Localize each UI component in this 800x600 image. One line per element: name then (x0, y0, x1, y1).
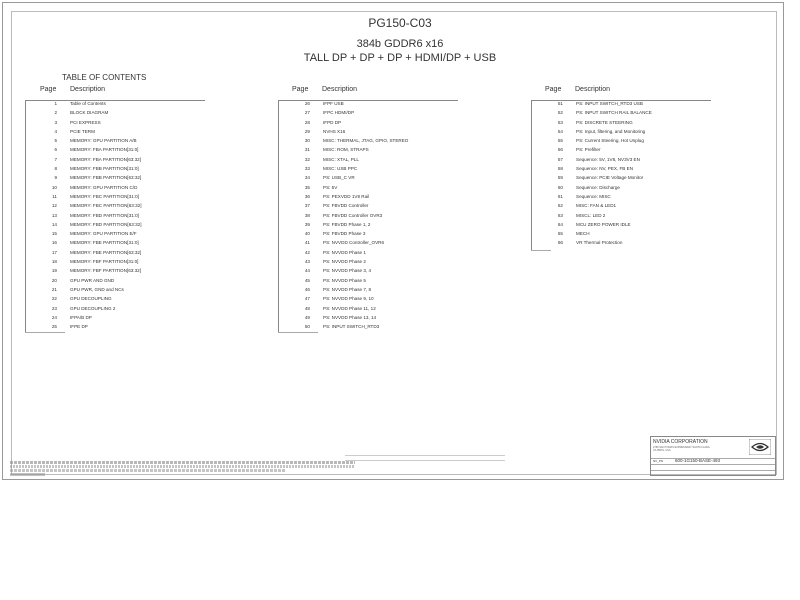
toc-page-number: 66 (557, 240, 563, 246)
toc-description: NVHS X16 (323, 128, 346, 134)
toc-description: MEMORY: FBE PARTITION[63:32] (70, 249, 142, 255)
toc-page-number: 25 (51, 324, 57, 330)
toc-description: PS: PEXVDD 1V8 Rail (323, 193, 370, 199)
toc-page-number: 43 (304, 259, 310, 265)
toc-page-number: 56 (557, 147, 563, 153)
toc-page-number: 24 (51, 314, 57, 320)
toc-description: MEMORY: FBB PARTITION[31:0] (70, 166, 139, 172)
toc-description: PS: FBVDD Phase 3 (323, 231, 366, 237)
description-column-header: Description (575, 86, 611, 93)
toc-page-number: 32 (304, 156, 310, 162)
toc-page-number: 39 (304, 221, 310, 227)
toc-description: MEMORY: FBC PARTITION[31:0] (70, 193, 139, 199)
toc-description: PS: NVVDD Phase 5 (323, 277, 366, 283)
toc-page-number: 50 (304, 324, 310, 330)
toc-description: MEMORY: FBA PARTITION[31:0] (70, 147, 139, 153)
title-block (650, 436, 776, 476)
toc-page-number: 53 (557, 119, 563, 125)
description-column-header: Description (322, 86, 358, 93)
toc-description: MEMORY: FBB PARTITION[63:32] (70, 175, 142, 181)
toc-page-number: 48 (304, 305, 310, 311)
toc-page-number: 2 (54, 110, 57, 116)
toc-page-number: 41 (304, 240, 310, 246)
toc-description: GPU DECOUPLING (70, 296, 112, 302)
toc-description: Table of Contents (70, 101, 106, 106)
toc-page-number: 14 (51, 221, 57, 227)
toc-description: MEMORY: GPU PARTITION C/D (70, 184, 138, 190)
toc-description: PS: NVVDD Phase 7, 8 (323, 286, 372, 292)
toc-page-number: 29 (304, 128, 310, 134)
toc-description: PS: FBVDD Controller (323, 203, 369, 209)
toc-description: PS: Input, filtering, and Monitoring (576, 128, 646, 134)
toc-column-1 (40, 86, 205, 330)
company-address: 2788 SAN TOMAS EXPRESSWAY SANTA CLARA, CA 95051, USA (653, 446, 711, 452)
toc-page-number: 13 (51, 212, 57, 218)
toc-page-number: 22 (51, 296, 57, 302)
page-column-header: Page (40, 86, 57, 93)
toc-description: MISC: ROM, STRAPS (323, 147, 369, 153)
toc-page-number: 26 (304, 101, 310, 106)
toc-description: MEMORY: GPU PARTITION A/B (70, 138, 137, 144)
toc-page-number: 65 (557, 231, 563, 237)
toc-description: PS: NVVDD Phase 1 (323, 249, 366, 255)
toc-description: PS: USB_C VR (323, 175, 355, 181)
toc-description: PS: Prefilter (576, 147, 601, 153)
toc-description: PS: Current Steering, Hot Unplug (576, 138, 644, 144)
toc-page-number: 28 (304, 119, 310, 125)
toc-description: MISC: FAN & LED1 (576, 203, 617, 209)
toc-page-number: 19 (51, 268, 57, 274)
toc-page-number: 46 (304, 286, 310, 292)
toc-page-number: 5 (54, 138, 57, 144)
toc-description: PCI EXPRESS (70, 119, 101, 125)
toc-description: PS: NVVDD Phase 9, 10 (323, 296, 374, 302)
toc-page-number: 33 (304, 166, 310, 172)
toc-column-2 (292, 86, 457, 330)
toc-description: PS: NVVDD Controller_OVR6 (323, 240, 385, 246)
toc-page-number: 49 (304, 314, 310, 320)
toc-description: PS: INPUT SWITCH_RTD3 USB (576, 101, 643, 106)
toc-description: PS: FBVDD Controller OVR3 (323, 212, 383, 218)
toc-description: MCU ZERO POWER IDLE (576, 221, 631, 227)
toc-description: IFPF USB (323, 101, 344, 106)
part-number: 600-1G150-BASE-493 (675, 458, 721, 463)
column-bottom-line (25, 332, 65, 333)
toc-description: MEMORY: GPU PARTITION E/F (70, 231, 137, 237)
memory-config: 384b GDDR6 x16 (356, 38, 444, 50)
toc-page-number: 31 (304, 147, 310, 153)
toc-description: GPU PWR, GND and NCs (70, 286, 124, 292)
toc-description: MEMORY: FBD PARTITION[31:0] (70, 212, 139, 218)
toc-page-number: 11 (52, 193, 57, 199)
toc-page-number: 18 (51, 259, 57, 265)
toc-page-number: 1 (54, 101, 57, 106)
toc-page-number: 35 (304, 184, 310, 190)
toc-page-number: 44 (304, 268, 310, 274)
toc-title: TABLE OF CONTENTS (62, 73, 147, 82)
toc-page-number: 47 (304, 296, 310, 302)
revision-table (345, 451, 505, 461)
toc-description: MISC: XTAL, PLL (323, 156, 359, 162)
toc-description: PS: NVVDD Phase 3, 4 (323, 268, 372, 274)
toc-description: PS: FBVDD Phase 1, 2 (323, 221, 371, 227)
toc-description: MEMORY: FBD PARTITION[63:32] (70, 221, 142, 227)
toc-page-number: 61 (557, 193, 563, 199)
toc-description: PS: 5V (323, 184, 338, 190)
toc-description: MEMORY: FBA PARTITION[63:32] (70, 156, 141, 162)
toc-page-number: 51 (557, 101, 563, 106)
toc-description: Sequence: PCIE Voltage Monitor (576, 175, 644, 181)
toc-column-3 (545, 86, 710, 246)
toc-description: Sequence: MISC (576, 193, 611, 199)
toc-page-number: 21 (51, 286, 57, 292)
toc-description: MISC: THERMAL, JTAG, GPIO, STEREO (323, 138, 409, 144)
toc-page-number: 12 (51, 203, 57, 209)
toc-description: GPU PWR AND GND (70, 277, 115, 283)
toc-page-number: 30 (304, 138, 310, 144)
part-number-label: NV_PN (653, 459, 664, 463)
toc-description: PS: NVVDD Phase 2 (323, 259, 366, 265)
toc-description: IFPC HDMI/DP (323, 110, 355, 116)
toc-page-number: 17 (51, 249, 57, 255)
toc-page-number: 37 (304, 203, 310, 209)
column-bracket (531, 100, 532, 250)
toc-description: Sequence: NV, PEX, FB EN (576, 166, 634, 172)
page-column-header: Page (292, 86, 309, 93)
description-column-header: Description (70, 86, 106, 93)
toc-description: IFPA/B DP (70, 314, 92, 320)
toc-page-number: 45 (304, 277, 310, 283)
toc-description: MISC: USB PPC (323, 166, 358, 172)
toc-page-number: 57 (557, 156, 563, 162)
toc-page-number: 15 (51, 231, 57, 237)
toc-page-number: 34 (304, 175, 310, 181)
toc-page-number: 36 (304, 193, 310, 199)
toc-page-number: 16 (51, 240, 57, 246)
column-bracket (278, 100, 279, 332)
toc-description: MEMORY: FBE PARTITION[31:0] (70, 240, 139, 246)
toc-page-number: 42 (304, 249, 310, 255)
toc-page-number: 55 (557, 138, 563, 144)
column-bracket (25, 100, 26, 332)
toc-description: PS: NVVDD Phase 13, 14 (323, 314, 377, 320)
toc-page-number: 23 (51, 305, 57, 311)
toc-page-number: 40 (304, 231, 310, 237)
company-name: NVIDIA CORPORATION (653, 439, 708, 445)
toc-description: Sequence: Discharge (576, 184, 620, 190)
toc-description: MISCL: LED 2 (576, 212, 606, 218)
toc-page-number: 58 (557, 166, 563, 172)
toc-page-number: 60 (557, 184, 563, 190)
toc-description: PS: INPUT SWITCH RAIL BALANCE (576, 110, 652, 116)
toc-page-number: 9 (54, 175, 57, 181)
toc-page-number: 38 (304, 212, 310, 218)
toc-description: GPU DECOUPLING 2 (70, 305, 116, 311)
toc-page-number: 59 (557, 175, 563, 181)
page-column-header: Page (545, 86, 562, 93)
toc-description: MEMORY: FBF PARTITION[63:32] (70, 268, 141, 274)
toc-page-number: 64 (557, 221, 563, 227)
toc-description: VR Thermal Protection (576, 240, 623, 246)
toc-page-number: 10 (51, 184, 57, 190)
toc-description: MECH (576, 231, 590, 237)
toc-page-number: 7 (54, 156, 57, 162)
toc-page-number: 20 (51, 277, 57, 283)
toc-description: Sequence: 5V, 1V8, NV3V3 EN (576, 156, 640, 162)
display-outputs: TALL DP + DP + DP + HDMI/DP + USB (303, 52, 497, 64)
toc-description: PS: DISCRETE STEERING (576, 119, 633, 125)
toc-description: IFPE DP (70, 324, 88, 330)
toc-description: MEMORY: FBF PARTITION[31:0] (70, 259, 139, 265)
toc-page-number: 27 (304, 110, 310, 116)
nvidia-logo-icon (749, 439, 771, 455)
toc-description: IFPD DP (323, 119, 342, 125)
toc-page-number: 8 (54, 166, 57, 172)
column-bottom-line (278, 332, 318, 333)
project-title: PG150-C03 (368, 16, 432, 30)
toc-page-number: 4 (54, 128, 57, 134)
toc-page-number: 6 (54, 147, 57, 153)
toc-description: PS: INPUT SWITCH_RTD3 (323, 324, 380, 330)
toc-page-number: 62 (557, 203, 563, 209)
toc-description: MEMORY: FBC PARTITION[63:32] (70, 203, 142, 209)
toc-description: PCIE TERM (70, 128, 95, 134)
disclaimer-fine-print (10, 461, 355, 476)
toc-page-number: 52 (557, 110, 563, 116)
toc-description: PS: NVVDD Phase 11, 12 (323, 305, 376, 311)
column-bottom-line (531, 250, 551, 251)
toc-page-number: 63 (557, 212, 563, 218)
toc-description: BLOCK DIAGRAM (70, 110, 109, 116)
toc-page-number: 3 (54, 119, 57, 125)
toc-page-number: 54 (557, 128, 563, 134)
